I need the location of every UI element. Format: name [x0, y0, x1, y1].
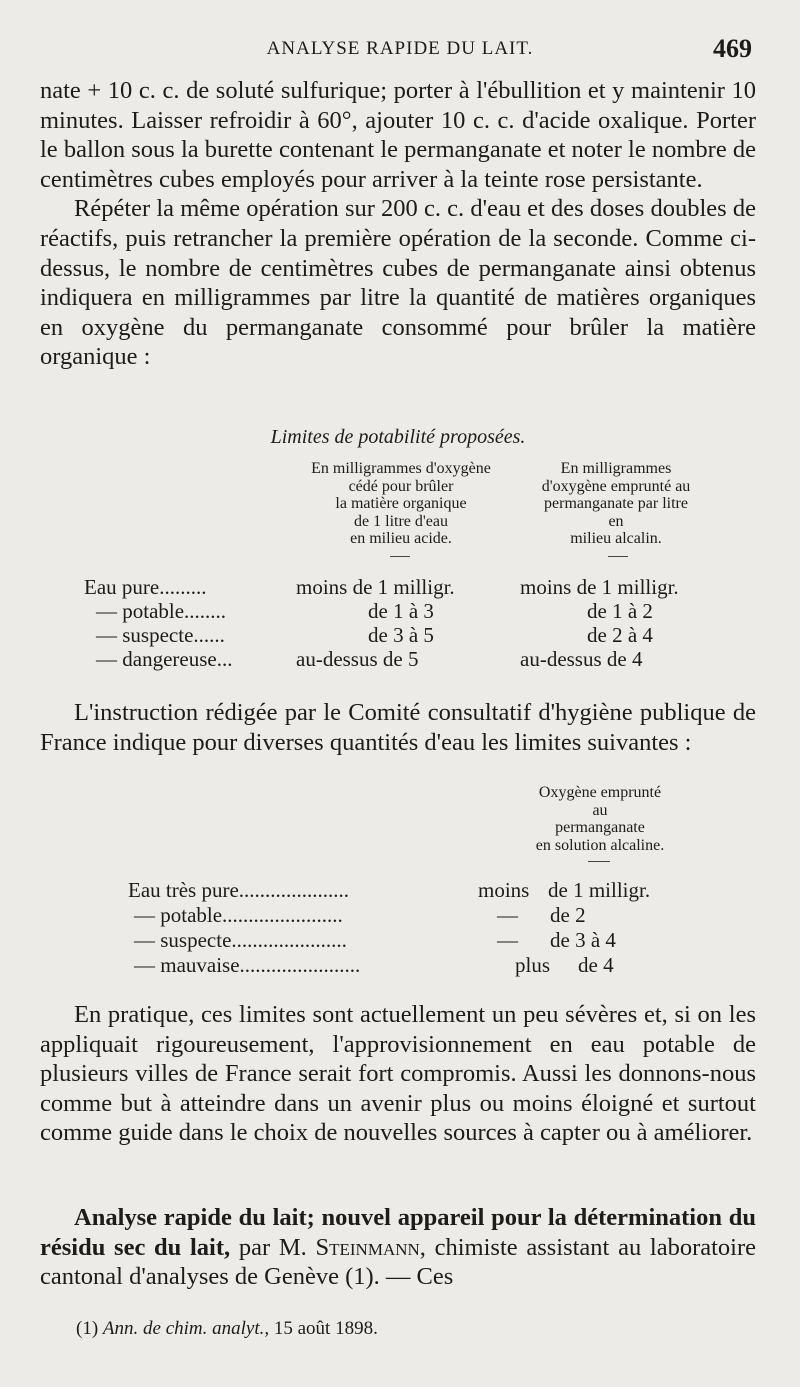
footnote-marker: (1): [76, 1318, 99, 1339]
table-1-caption: Limites de potabilité proposées.: [270, 426, 526, 448]
section-rest: chimiste assistant au laboratoire cantonal d'analyses de Genève (1). — Ces: [40, 1233, 757, 1291]
page-header: [40, 34, 760, 64]
section-paragraph: [40, 1203, 756, 1292]
footnote-journal: Ann. de chim. analyt.,: [102, 1318, 270, 1339]
text-block-bottom: [40, 1000, 756, 1148]
section-block: [40, 1203, 756, 1292]
table-1-column-header-alkaline: En milligrammes d'oxygène emprunté au permanganate par litre en milieu alcalin.: [541, 460, 691, 548]
page-number: 469: [713, 34, 752, 63]
footnote-date: 15 août 1898.: [273, 1318, 378, 1339]
section-title: Analyse rapide du lait; nouvel appareil pour la détermination du résidu sec du lait,: [40, 1204, 756, 1261]
text-block-middle: [40, 698, 756, 757]
section-by: par M.: [238, 1233, 307, 1261]
text-block-top: [40, 76, 756, 372]
paragraph-1: nate + 10 c. c. de soluté sulfurique; porter à l'ébullition et y maintenir 10 minutes. Laisser refroidir à 60°, ajouter 10 c. c. d'acide oxalique. Porter le ballon sous la burette contenant le permanganate et noter le nombre de centimètres cubes employés pour arriver à la teinte rose persistante.: [40, 77, 756, 193]
running-title: ANALYSE RAPIDE DU LAIT.: [266, 38, 534, 59]
paragraph-3: L'instruction rédigée par le Comité consultatif d'hygiène publique de France indique pour diverses quantités d'eau les limites suivantes :: [40, 699, 756, 756]
paragraph-2: Répéter la même opération sur 200 c. c. d'eau et des doses doubles de réactifs, puis retrancher la première opération de la seconde. Comme ci-dessus, le nombre de centimètres cubes de permanganate ainsi obtenus indiquera en milligrammes par litre la quantité de matières organiques en oxygène du permanganate consommé pour brûler la matière organique :: [40, 195, 756, 371]
table-1-rule-left: [390, 556, 410, 557]
table-2-column-header: Oxygène emprunté au permanganate en solution alcaline.: [535, 784, 665, 854]
section-author: Steinmann,: [315, 1233, 426, 1261]
footnote: [76, 1318, 378, 1340]
table-1-rule-right: [608, 556, 628, 557]
page: ANALYSE RAPIDE DU LAIT. 469 nate + 10 c. c. de soluté sulfurique; porter à l'ébullition et y maintenir 10 minutes. Laisser refroidir à 60°, ajouter 10 c. c. d'acide oxalique. Porter le ballon sous la burette contenant le permanganate et noter le nombre de centimètres cubes employés pour arriver à la teinte rose persistante. Répéter la même opération sur 200 c. c. d'eau et des doses doubles de réactifs, puis retrancher la première opération de la seconde. Comme ci-dessus, le nombre de centimètres cubes de permanganate ainsi obtenus indiquera en milligrammes par litre la quantité de matières organiques en oxygène du permanganate consommé pour brûler la matière organique : Limites de potabilité proposées. En milligrammes d'oxygène cédé pour brûler la matière organique de 1 litre d'eau en milieu acide. En milligrammes d'oxygène emprunté au permanganate par litre en milieu alcalin. Eau pure......... moins de 1 milligr. moins de 1 milligr. — potable........ de 1 à 3 de 1 à 2 — suspecte...... de 3 à 5 de 2 à 4 — dangereuse... au-dessus de 5 au-dessus de 4 L'instruction rédigée par le Comité consultatif d'hygiène publique de France indique pour diverses quantités d'eau les limites suivantes : Oxygène emprunté au permanganate en solution alcaline. Eau très pure..................... moins de 1 milligr. — potable....................... — de 2 — suspecte...................... — de 3 à 4 — mauvaise....................... plus de 4 En pratique, ces limites sont actuellement un peu sévères et, si on les appliquait rigoureusement, l'approvisionnement en eau potable de plusieurs villes de France serait fort compromis. Aussi les donnons-nous comme but à atteindre dans un avenir plus ou moins éloigné et surtout comme guide dans le choix de nouvelles sources à capter ou à améliorer. Analyse rapide du lait; nouvel appareil pour la détermination du résidu sec du lait, par M. Steinmann, chimiste assistant au laboratoire cantonal d'analyses de Genève (1). — Ces (1) Ann. de chim. analyt., 15 août 1898.: [0, 0, 800, 1387]
paragraph-4: En pratique, ces limites sont actuellement un peu sévères et, si on les appliquait rigoureusement, l'approvisionnement en eau potable de plusieurs villes de France serait fort compromis. Aussi les donnons-nous comme but à atteindre dans un avenir plus ou moins éloigné et surtout comme guide dans le choix de nouvelles sources à capter ou à améliorer.: [40, 1001, 756, 1147]
table-2-rule: [588, 861, 610, 862]
table-1-column-header-acid: En milligrammes d'oxygène cédé pour brûler la matière organique de 1 litre d'eau en milieu acide.: [311, 460, 491, 548]
